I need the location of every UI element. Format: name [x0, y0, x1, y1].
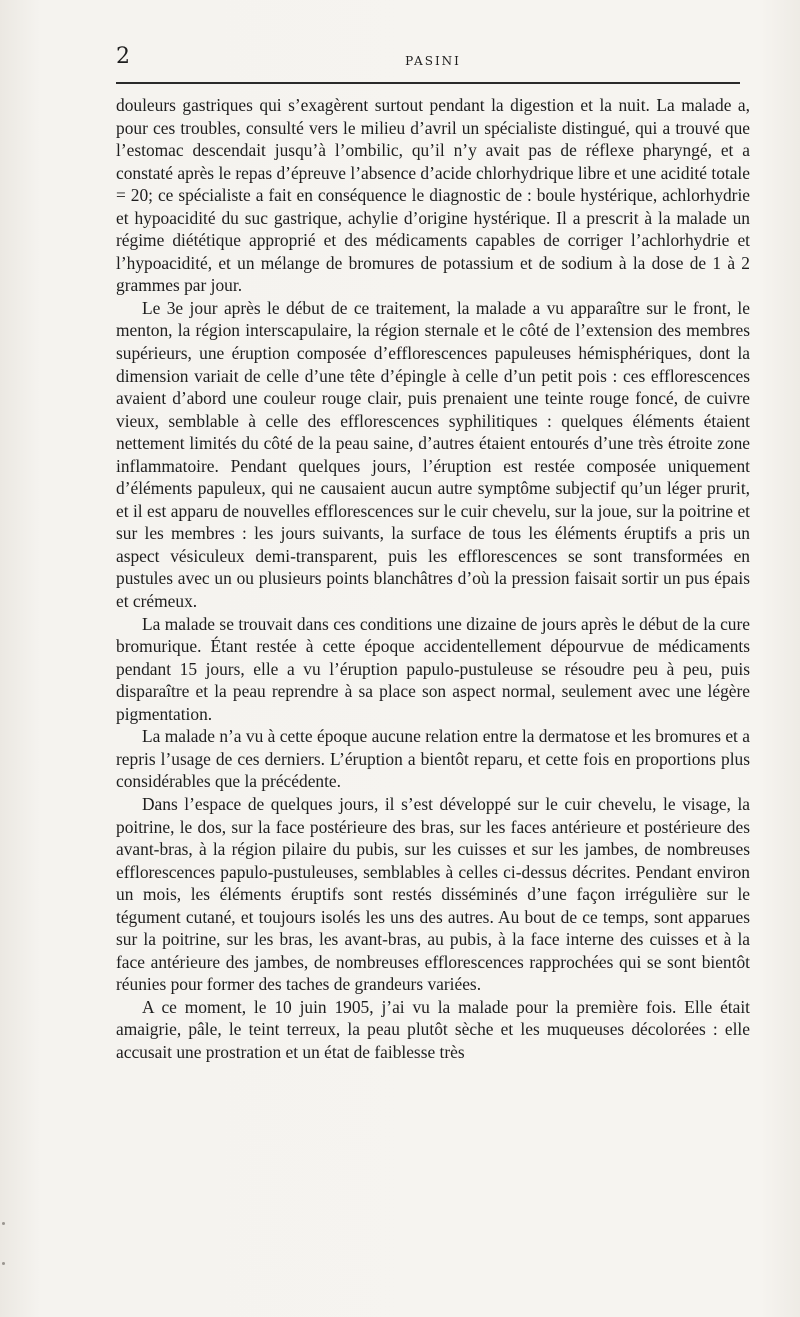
paragraph-2: Le 3e jour après le début de ce traitement, la malade a vu apparaître sur le front, le menton, la région interscapulaire, la région sternale et le côté de l’extension des membres supérieurs, une éruption composée d’efflorescences papuleuses hémisphériques, dont la dimension variait de celle d’une tête d’épingle à celle d’un petit pois : ces efflorescences avaient d’abord une couleur rouge clair, puis prenaient une teinte rouge foncé, de cuivre vieux, semblable à celle des efflorescences syphilitiques : quelques éléments étaient nettement limités du côté de la peau saine, d’autres étaient entourés d’une très étroite zone inflammatoire. Pendant quelques jours, l’éruption est restée composée uniquement d’éléments papuleux, qui ne causaient aucun autre symptôme subjectif qu’un léger prurit, et il est apparu de nouvelles efflorescences sur le cuir chevelu, sur la joue, sur la poitrine et sur les membres : les jours suivants, la surface de tous les éléments éruptifs a pris un aspect vésiculeux demi-transparent, puis les efflorescences se sont transformées en pustules avec un ou plusieurs points blanchâtres d’où la pression faisait sortir un pus épais et crémeux.: [116, 297, 750, 612]
edge-speck: [2, 1262, 5, 1265]
paragraph-1: douleurs gastriques qui s’exagèrent surtout pendant la digestion et la nuit. La malade a, pour ces troubles, consulté vers le milieu d’avril un spécialiste distingué, qui a trouvé que l’estomac descendait jusqu’à l’ombilic, qu’il n’y avait pas de réflexe pharyngé, et a constaté après le repas d’épreuve l’absence d’acide chlorhydrique libre et une acidité totale = 20; ce spécialiste a fait en conséquence le diagnostic de : boule hystérique, achlorhydrie et hypoacidité du suc gastrique, achylie d’origine hystérique. Il a prescrit à la malade un régime diététique approprié et des médicaments capables de corriger l’achlorhydrie et l’hypoacidité, et un mélange de bromures de potassium et de sodium à la dose de 1 à 2 grammes par jour.: [116, 95, 750, 296]
running-head: PASINI: [405, 54, 461, 68]
page-header: [116, 44, 750, 74]
paragraph-3: La malade se trouvait dans ces conditions une dizaine de jours après le début de la cure bromurique. Étant restée à cette époque accidentellement dépourvue de médicaments pendant 15 jours, elle a vu l’éruption papulo-pustuleuse se résoudre peu à peu, puis disparaître et la peau reprendre à sa place son aspect normal, seulement avec une légère pigmentation.: [116, 613, 750, 724]
paragraph-4: La malade n’a vu à cette époque aucune relation entre la dermatose et les bromures et a repris l’usage de ces derniers. L’éruption a bientôt reparu, et cette fois en proportions plus considérables que la précédente.: [116, 726, 750, 792]
body-text: [116, 94, 750, 1064]
edge-speck: [2, 1222, 5, 1225]
paragraph-5: Dans l’espace de quelques jours, il s’est développé sur le cuir chevelu, le visage, la poitrine, le dos, sur la face postérieure des bras, sur les faces antérieure et postérieure des avant-bras, à la région pilaire du pubis, sur les cuisses et sur les jambes, de nombreuses efflorescences papulo-pustuleuses, semblables à celles ci-dessus décrites. Pendant environ un mois, les éléments éruptifs sont restés disséminés d’une façon irrégulière sur le tégument cutané, et toujours isolés les uns des autres. Au bout de ce temps, sont apparues sur la poitrine, sur les bras, les avant-bras, au pubis, à la face interne des cuisses et à la face antérieure des jambes, de nombreuses efflorescences rapprochées qui se sont bientôt réunies pour former des taches de grandeurs variées.: [116, 793, 750, 995]
header-rule: [116, 82, 740, 84]
paragraph-6: A ce moment, le 10 juin 1905, j’ai vu la malade pour la première fois. Elle était amaigrie, pâle, le teint terreux, la peau plutôt sèche et les muqueuses décolorées : elle accusait une prostration et un état de faiblesse très: [116, 996, 750, 1062]
page-number: 2: [116, 44, 130, 69]
